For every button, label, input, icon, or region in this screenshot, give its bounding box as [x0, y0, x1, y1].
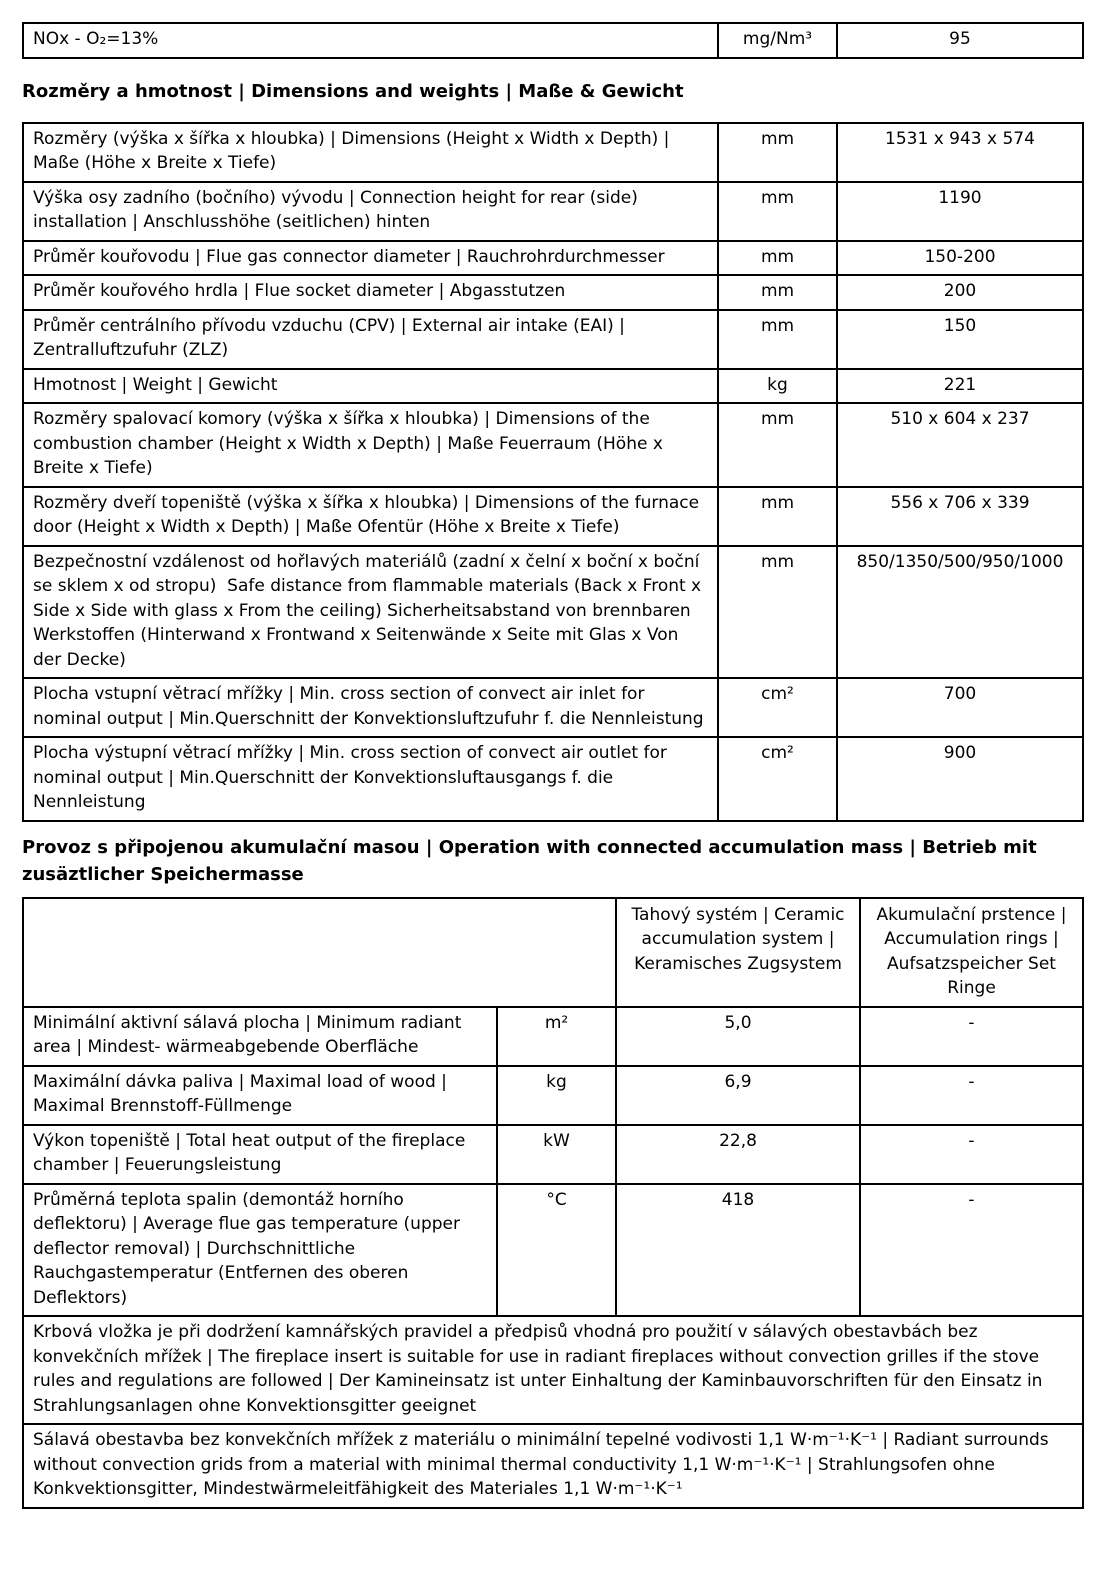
- spec-label: Bezpečnostní vzdálenost od hořlavých materiálů (zadní x čelní x boční x boční se sklem x od stropu) Safe distance from flammable materials (Back x Front x Side x Side with glass x From the ceiling) Sicherheitsabstand von brennbaren Werkstoffen (Hinterwand x Frontwand x Seitenwände x Seite mit Glas x Von der Decke): [23, 546, 718, 679]
- spec-label: Plocha výstupní větrací mřížky | Min. cross section of convect air outlet for nominal output | Min.Querschnitt der Konvektionsluftausgangs f. die Nennleistung: [23, 737, 718, 821]
- spec-unit: m²: [497, 1007, 616, 1066]
- spec-value-rings: -: [860, 1007, 1083, 1066]
- spec-unit: mm: [718, 487, 837, 546]
- spec-value: 200: [837, 275, 1083, 310]
- spec-value-rings: -: [860, 1066, 1083, 1125]
- nox-unit: mg/Nm³: [718, 23, 837, 58]
- table-row: [23, 1184, 1083, 1317]
- spec-unit: mm: [718, 310, 837, 369]
- spec-label: Průměr kouřového hrdla | Flue socket diameter | Abgasstutzen: [23, 275, 718, 310]
- table-row: [23, 1125, 1083, 1184]
- spec-label: Průměrná teplota spalin (demontáž horního deflektoru) | Average flue gas temperature (upper deflector removal) | Durchschnittliche Rauchgastemperatur (Entfernen des oberen Deflektors): [23, 1184, 497, 1317]
- spec-label: Výška osy zadního (bočního) vývodu | Connection height for rear (side) installation | Anschlusshöhe (seitlichen) hinten: [23, 182, 718, 241]
- spec-value: 556 x 706 x 339: [837, 487, 1083, 546]
- header-empty-cell: [23, 898, 616, 1007]
- spec-value: 700: [837, 678, 1083, 737]
- spec-value: 221: [837, 369, 1083, 404]
- spec-unit: mm: [718, 546, 837, 679]
- table-row: [23, 403, 1083, 487]
- spec-unit: mm: [718, 123, 837, 182]
- column-header-accumulation-rings: Akumulační prstence | Accumulation rings | Aufsatzspeicher Set Ringe: [860, 898, 1083, 1007]
- spec-value: 150-200: [837, 241, 1083, 276]
- spec-value-ceramic: 6,9: [616, 1066, 860, 1125]
- spec-unit: cm²: [718, 737, 837, 821]
- spec-unit: mm: [718, 182, 837, 241]
- spec-label: Rozměry spalovací komory (výška x šířka x hloubka) | Dimensions of the combustion chamber (Height x Width x Depth) | Maße Feuerraum (Höhe x Breite x Tiefe): [23, 403, 718, 487]
- spec-value: 850/1350/500/950/1000: [837, 546, 1083, 679]
- table-row: [23, 487, 1083, 546]
- spec-label: Plocha vstupní větrací mřížky | Min. cross section of convect air inlet for nominal output | Min.Querschnitt der Konvektionsluftzufuhr f. die Nennleistung: [23, 678, 718, 737]
- spec-unit: cm²: [718, 678, 837, 737]
- table-row: [23, 310, 1083, 369]
- table-row: [23, 23, 1083, 58]
- note-row: [23, 1424, 1083, 1508]
- table-row: [23, 1066, 1083, 1125]
- table-header-row: [23, 898, 1083, 1007]
- spec-label: Výkon topeniště | Total heat output of the fireplace chamber | Feuerungsleistung: [23, 1125, 497, 1184]
- section-heading-accumulation: Provoz s připojenou akumulační masou | Operation with connected accumulation mass | Betrieb mit zusäztlicher Speichermasse: [22, 836, 1037, 885]
- table-row: [23, 182, 1083, 241]
- nox-table: [22, 22, 1084, 59]
- nox-value: 95: [837, 23, 1083, 58]
- spec-label: Minimální aktivní sálavá plocha | Minimum radiant area | Mindest- wärmeabgebende Oberfläche: [23, 1007, 497, 1066]
- spec-label: Maximální dávka paliva | Maximal load of wood | Maximal Brennstoff-Füllmenge: [23, 1066, 497, 1125]
- spec-unit: mm: [718, 275, 837, 310]
- spec-value: 510 x 604 x 237: [837, 403, 1083, 487]
- spec-label: Průměr centrálního přívodu vzduchu (CPV) | External air intake (EAI) | Zentralluftzufuhr (ZLZ): [23, 310, 718, 369]
- spec-label: Rozměry dveří topeniště (výška x šířka x hloubka) | Dimensions of the furnace door (Height x Width x Depth) | Maße Ofentür (Höhe x Breite x Tiefe): [23, 487, 718, 546]
- spec-value: 900: [837, 737, 1083, 821]
- note-row: [23, 1316, 1083, 1424]
- spec-value: 1190: [837, 182, 1083, 241]
- nox-label: NOx - O₂=13%: [23, 23, 718, 58]
- spec-unit: kg: [497, 1066, 616, 1125]
- spec-unit: kW: [497, 1125, 616, 1184]
- spec-unit: °C: [497, 1184, 616, 1317]
- table-row: [23, 275, 1083, 310]
- table-row: [23, 546, 1083, 679]
- spec-value: 150: [837, 310, 1083, 369]
- spec-unit: mm: [718, 403, 837, 487]
- table-row: [23, 737, 1083, 821]
- spec-label: Průměr kouřovodu | Flue gas connector diameter | Rauchrohrdurchmesser: [23, 241, 718, 276]
- spec-label: Hmotnost | Weight | Gewicht: [23, 369, 718, 404]
- spec-unit: kg: [718, 369, 837, 404]
- table-row: [23, 241, 1083, 276]
- table-row: [23, 123, 1083, 182]
- spec-label: Rozměry (výška x šířka x hloubka) | Dimensions (Height x Width x Depth) | Maße (Höhe x Breite x Tiefe): [23, 123, 718, 182]
- spec-value-ceramic: 418: [616, 1184, 860, 1317]
- section-heading-dimensions: Rozměry a hmotnost | Dimensions and weights | Maße & Gewicht: [22, 80, 684, 102]
- table-row: [23, 1007, 1083, 1066]
- accumulation-table: [22, 897, 1084, 1509]
- column-header-ceramic-system: Tahový systém | Ceramic accumulation system | Keramisches Zugsystem: [616, 898, 860, 1007]
- spec-value: 1531 x 943 x 574: [837, 123, 1083, 182]
- note-radiant-fireplace: Krbová vložka je při dodržení kamnářských pravidel a předpisů vhodná pro použití v sálavých obestavbách bez konvekčních mřížek | The fireplace insert is suitable for use in radiant fireplaces without convection grilles if the stove rules and regulations are followed | Der Kamineinsatz ist unter Einhaltung der Kaminbauvorschriften für den Einsatz in Strahlungsanlagen ohne Konvektionsgitter geeignet: [23, 1316, 1083, 1424]
- spec-unit: mm: [718, 241, 837, 276]
- table-row: [23, 678, 1083, 737]
- spec-value-rings: -: [860, 1184, 1083, 1317]
- spec-value-rings: -: [860, 1125, 1083, 1184]
- note-thermal-conductivity: Sálavá obestavba bez konvekčních mřížek z materiálu o minimální tepelné vodivosti 1,1 W·m⁻¹·K⁻¹ | Radiant surrounds without convection grids from a material with minimal thermal conductivity 1,1 W·m⁻¹·K⁻¹ | Strahlungsofen ohne Konkvektionsgitter, Mindestwärmeleitfähigkeit des Materiales 1,1 W·m⁻¹·K⁻¹: [23, 1424, 1083, 1508]
- spec-value-ceramic: 5,0: [616, 1007, 860, 1066]
- dimensions-table: [22, 122, 1084, 822]
- spec-value-ceramic: 22,8: [616, 1125, 860, 1184]
- table-row: [23, 369, 1083, 404]
